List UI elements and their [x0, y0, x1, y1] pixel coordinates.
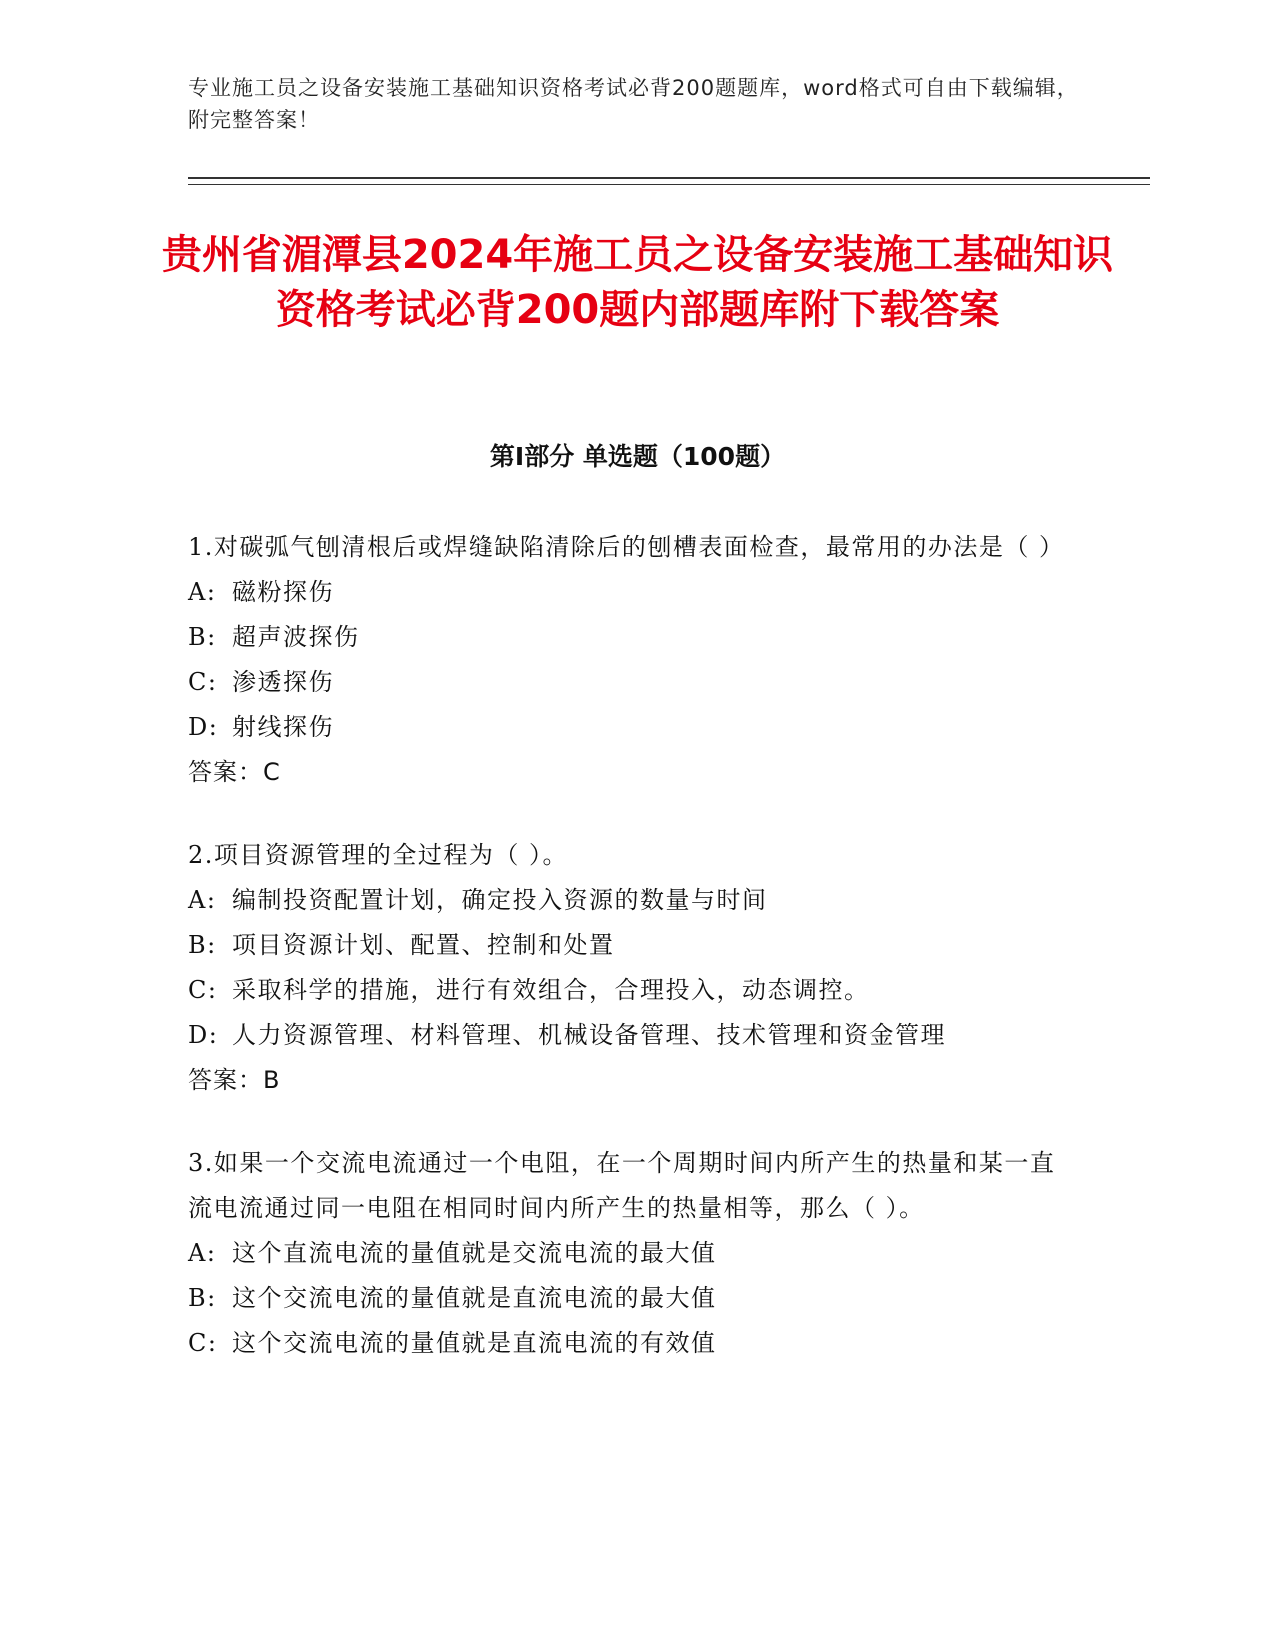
option-d: [188, 1013, 1068, 1058]
option-key: A:: [188, 578, 217, 606]
option-c: [188, 660, 1068, 705]
option-text: 射线探伤: [232, 713, 334, 741]
option-key: C:: [188, 1329, 218, 1357]
option-key: D:: [188, 713, 219, 741]
document-title: 贵州省湄潭县2024年施工员之设备安装施工基础知识资格考试必背200题内部题库附下载答案: [161, 232, 1114, 333]
option-text: 渗透探伤: [232, 668, 334, 696]
question-3: [188, 1141, 1068, 1366]
answer-line: 答案：C: [188, 758, 281, 786]
option-key: C:: [188, 668, 218, 696]
header-divider-thin: [188, 184, 1150, 185]
option-a: [188, 1231, 1068, 1276]
question-2: [188, 833, 1068, 1103]
option-text: 人力资源管理、材料管理、机械设备管理、技术管理和资金管理: [232, 1021, 946, 1049]
option-a: [188, 878, 1068, 923]
option-b: [188, 615, 1068, 660]
option-key: B:: [188, 1284, 217, 1312]
question-stem: 3.如果一个交流电流通过一个电阻，在一个周期时间内所产生的热量和某一直流电流通过同一电阻在相同时间内所产生的热量相等，那么（ ）。: [188, 1149, 1056, 1222]
question-stem: 1.对碳弧气刨清根后或焊缝缺陷清除后的刨槽表面检查，最常用的办法是（ ）: [188, 533, 1065, 561]
question-list: [188, 525, 1068, 1404]
answer-line: 答案：B: [188, 1066, 281, 1094]
option-d: [188, 705, 1068, 750]
question-stem: 2.项目资源管理的全过程为（ ）。: [188, 841, 569, 869]
option-text: 项目资源计划、配置、控制和处置: [232, 931, 615, 959]
section-title: 第Ⅰ部分 单选题（100题）: [489, 442, 786, 471]
option-key: B:: [188, 931, 217, 959]
option-text: 这个交流电流的量值就是直流电流的最大值: [232, 1284, 717, 1312]
header-note: 专业施工员之设备安装施工基础知识资格考试必背200题题库，word格式可自由下载编辑，附完整答案！: [188, 76, 1079, 132]
option-text: 这个直流电流的量值就是交流电流的最大值: [232, 1239, 717, 1267]
option-text: 超声波探伤: [232, 623, 360, 651]
option-text: 磁粉探伤: [232, 578, 334, 606]
option-a: [188, 570, 1068, 615]
option-c: [188, 968, 1068, 1013]
option-key: D:: [188, 1021, 219, 1049]
option-c: [188, 1321, 1068, 1366]
question-1: [188, 525, 1068, 795]
option-key: A:: [188, 886, 217, 914]
option-text: 采取科学的措施，进行有效组合，合理投入，动态调控。: [232, 976, 870, 1004]
option-b: [188, 923, 1068, 968]
header-divider-thick: [188, 177, 1150, 179]
option-key: B:: [188, 623, 217, 651]
option-text: 编制投资配置计划，确定投入资源的数量与时间: [232, 886, 768, 914]
option-key: C:: [188, 976, 218, 1004]
option-text: 这个交流电流的量值就是直流电流的有效值: [232, 1329, 717, 1357]
option-key: A:: [188, 1239, 217, 1267]
option-b: [188, 1276, 1068, 1321]
